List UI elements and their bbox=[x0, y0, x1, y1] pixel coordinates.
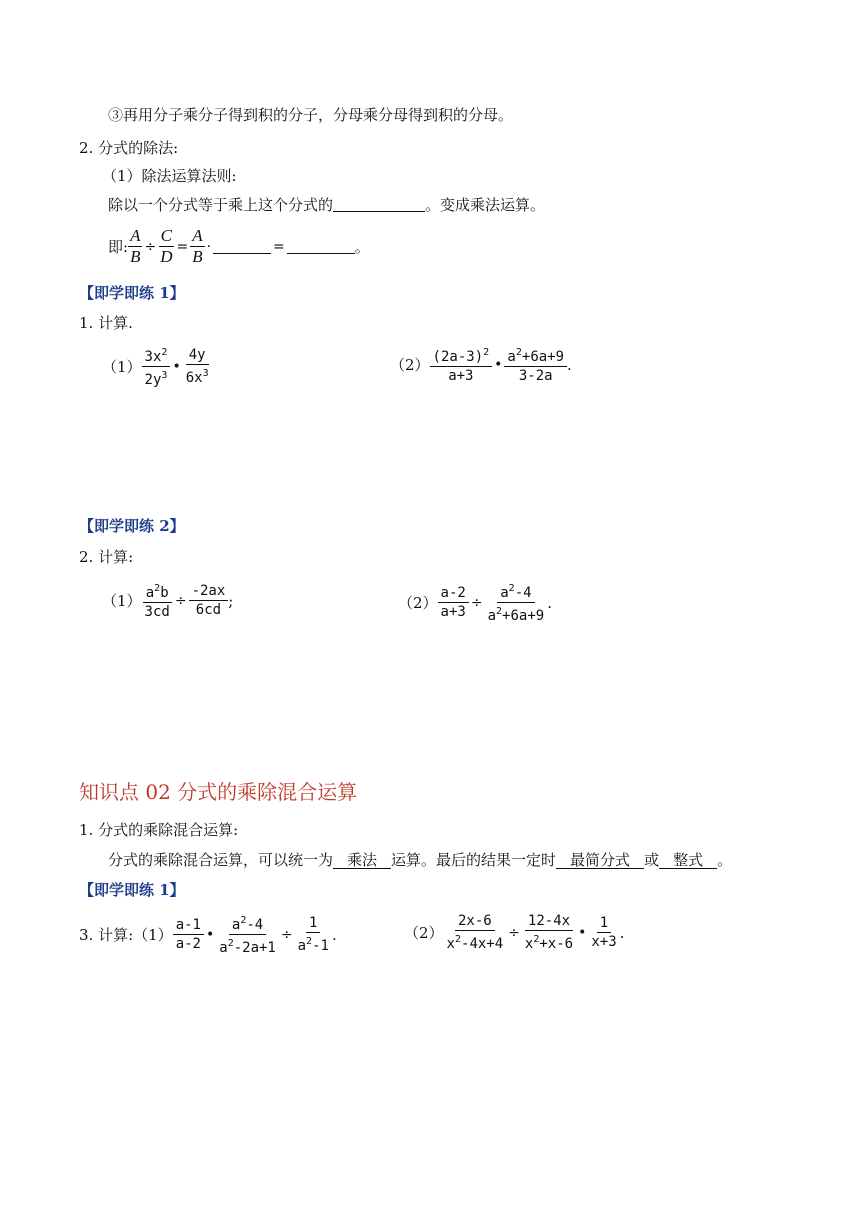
fraction: $\frac{a-2}{a+3}$ bbox=[438, 584, 469, 621]
section-heading: 1. 分式的乘除混合运算: bbox=[79, 821, 239, 839]
fraction: $\frac{a^2-4}{a^2+6a+9}$ bbox=[485, 580, 548, 625]
problem-3-2 bbox=[404, 912, 624, 953]
problem-1-1 bbox=[102, 344, 212, 389]
fraction: $\frac{4y}{6x^3}$ bbox=[185, 347, 209, 386]
rule-text-d: 。 bbox=[717, 851, 733, 869]
fraction: $\frac{3x^2}{2y^3}$ bbox=[142, 344, 171, 389]
division-formula bbox=[108, 226, 370, 267]
formula-prefix: 即: bbox=[108, 238, 129, 256]
division-rule-text-a: 除以一个分式等于乘上这个分式的 bbox=[108, 196, 334, 214]
fraction: $\frac{a^2-4}{a^2-2a+1}$ bbox=[216, 912, 279, 957]
fraction: $\frac{-2ax}{6cd}$ bbox=[189, 582, 229, 619]
multiply-dot: • bbox=[172, 358, 181, 375]
item-number: （1） bbox=[102, 592, 142, 610]
fraction: $\frac{2x-6}{x^2-4x+4}$ bbox=[446, 913, 504, 952]
question-3: 3. 计算: bbox=[79, 926, 134, 944]
division-heading: 2. 分式的除法: bbox=[79, 139, 179, 157]
rule-text-b: 运算。最后的结果一定时 bbox=[391, 851, 557, 869]
fraction: $\frac{a^2+6a+9}{3-2a}$ bbox=[504, 344, 567, 385]
question-1: 1. 计算. bbox=[79, 314, 133, 332]
item-number: （2） bbox=[398, 594, 438, 612]
item-number: （1） bbox=[102, 358, 142, 376]
rule-text-a: 分式的乘除混合运算，可以统一为 bbox=[108, 851, 334, 869]
equals-sign: = bbox=[176, 238, 189, 255]
answer-blank: 乘法 bbox=[333, 852, 391, 869]
multiply-dot: • bbox=[205, 926, 215, 943]
multiply-dot: • bbox=[494, 356, 503, 373]
division-rule-title: （1）除法运算法则: bbox=[102, 167, 237, 185]
section-rule bbox=[108, 849, 732, 870]
end-punct: ; bbox=[228, 591, 234, 610]
divide-sign: ÷ bbox=[280, 926, 293, 943]
multiply-dot: • bbox=[578, 924, 587, 941]
question-2: 2. 计算: bbox=[79, 548, 134, 566]
item-number: （2） bbox=[390, 356, 430, 374]
fraction-a-over-b-2: $\frac{A}{B}$ bbox=[192, 226, 203, 266]
fraction-a-over-b: $\frac{A}{B}$ bbox=[130, 226, 141, 266]
problem-3-1 bbox=[79, 912, 337, 957]
problem-2-2 bbox=[398, 580, 552, 625]
fraction: $\frac{12-4x}{x^2+x-6}$ bbox=[524, 913, 574, 952]
end-punct: . bbox=[567, 355, 572, 374]
section-title: 知识点 02 分式的乘除混合运算 bbox=[79, 780, 358, 804]
practice-label: 【即学即练 1】 bbox=[79, 881, 185, 899]
answer-blank[interactable] bbox=[213, 239, 271, 254]
answer-blank: 整式 bbox=[659, 852, 717, 869]
rule-3-text: ③再用分子乘分子得到积的分子，分母乘分母得到积的分母。 bbox=[108, 106, 514, 124]
rule-text-c: 或 bbox=[644, 851, 660, 869]
end-punct: . bbox=[619, 923, 625, 942]
answer-blank: 最简分式 bbox=[556, 852, 644, 869]
end-punct: . bbox=[331, 925, 337, 944]
end-punct: . bbox=[547, 593, 552, 612]
division-rule-text bbox=[108, 194, 545, 215]
division-rule-text-b: 。变成乘法运算。 bbox=[425, 196, 546, 214]
dot-sign: · bbox=[206, 238, 212, 255]
problem-1-2 bbox=[390, 344, 572, 385]
fraction-c-over-d: $\frac{C}{D}$ bbox=[160, 226, 173, 266]
formula-end: 。 bbox=[354, 238, 370, 256]
item-number: （1） bbox=[133, 926, 173, 944]
fraction: $\frac{1}{x+3}$ bbox=[591, 915, 617, 950]
answer-blank[interactable] bbox=[287, 239, 355, 254]
fraction: $\frac{1}{a^2-1}$ bbox=[297, 915, 329, 954]
divide-sign: ÷ bbox=[508, 924, 520, 941]
equals-sign: = bbox=[273, 238, 285, 255]
problem-2-1 bbox=[102, 580, 233, 621]
practice-label: 【即学即练 1】 bbox=[79, 284, 185, 302]
item-number: （2） bbox=[404, 924, 444, 942]
fraction: $\frac{a^2b}{3cd}$ bbox=[142, 580, 173, 621]
fraction: $\frac{(2a-3)^2}{a+3}$ bbox=[430, 344, 493, 385]
divide-sign: ÷ bbox=[470, 594, 483, 611]
fraction: $\frac{a-1}{a-2}$ bbox=[173, 916, 204, 953]
divide-sign: ÷ bbox=[144, 238, 157, 255]
answer-blank[interactable] bbox=[333, 197, 425, 212]
practice-label: 【即学即练 2】 bbox=[79, 517, 185, 535]
divide-sign: ÷ bbox=[174, 592, 187, 609]
